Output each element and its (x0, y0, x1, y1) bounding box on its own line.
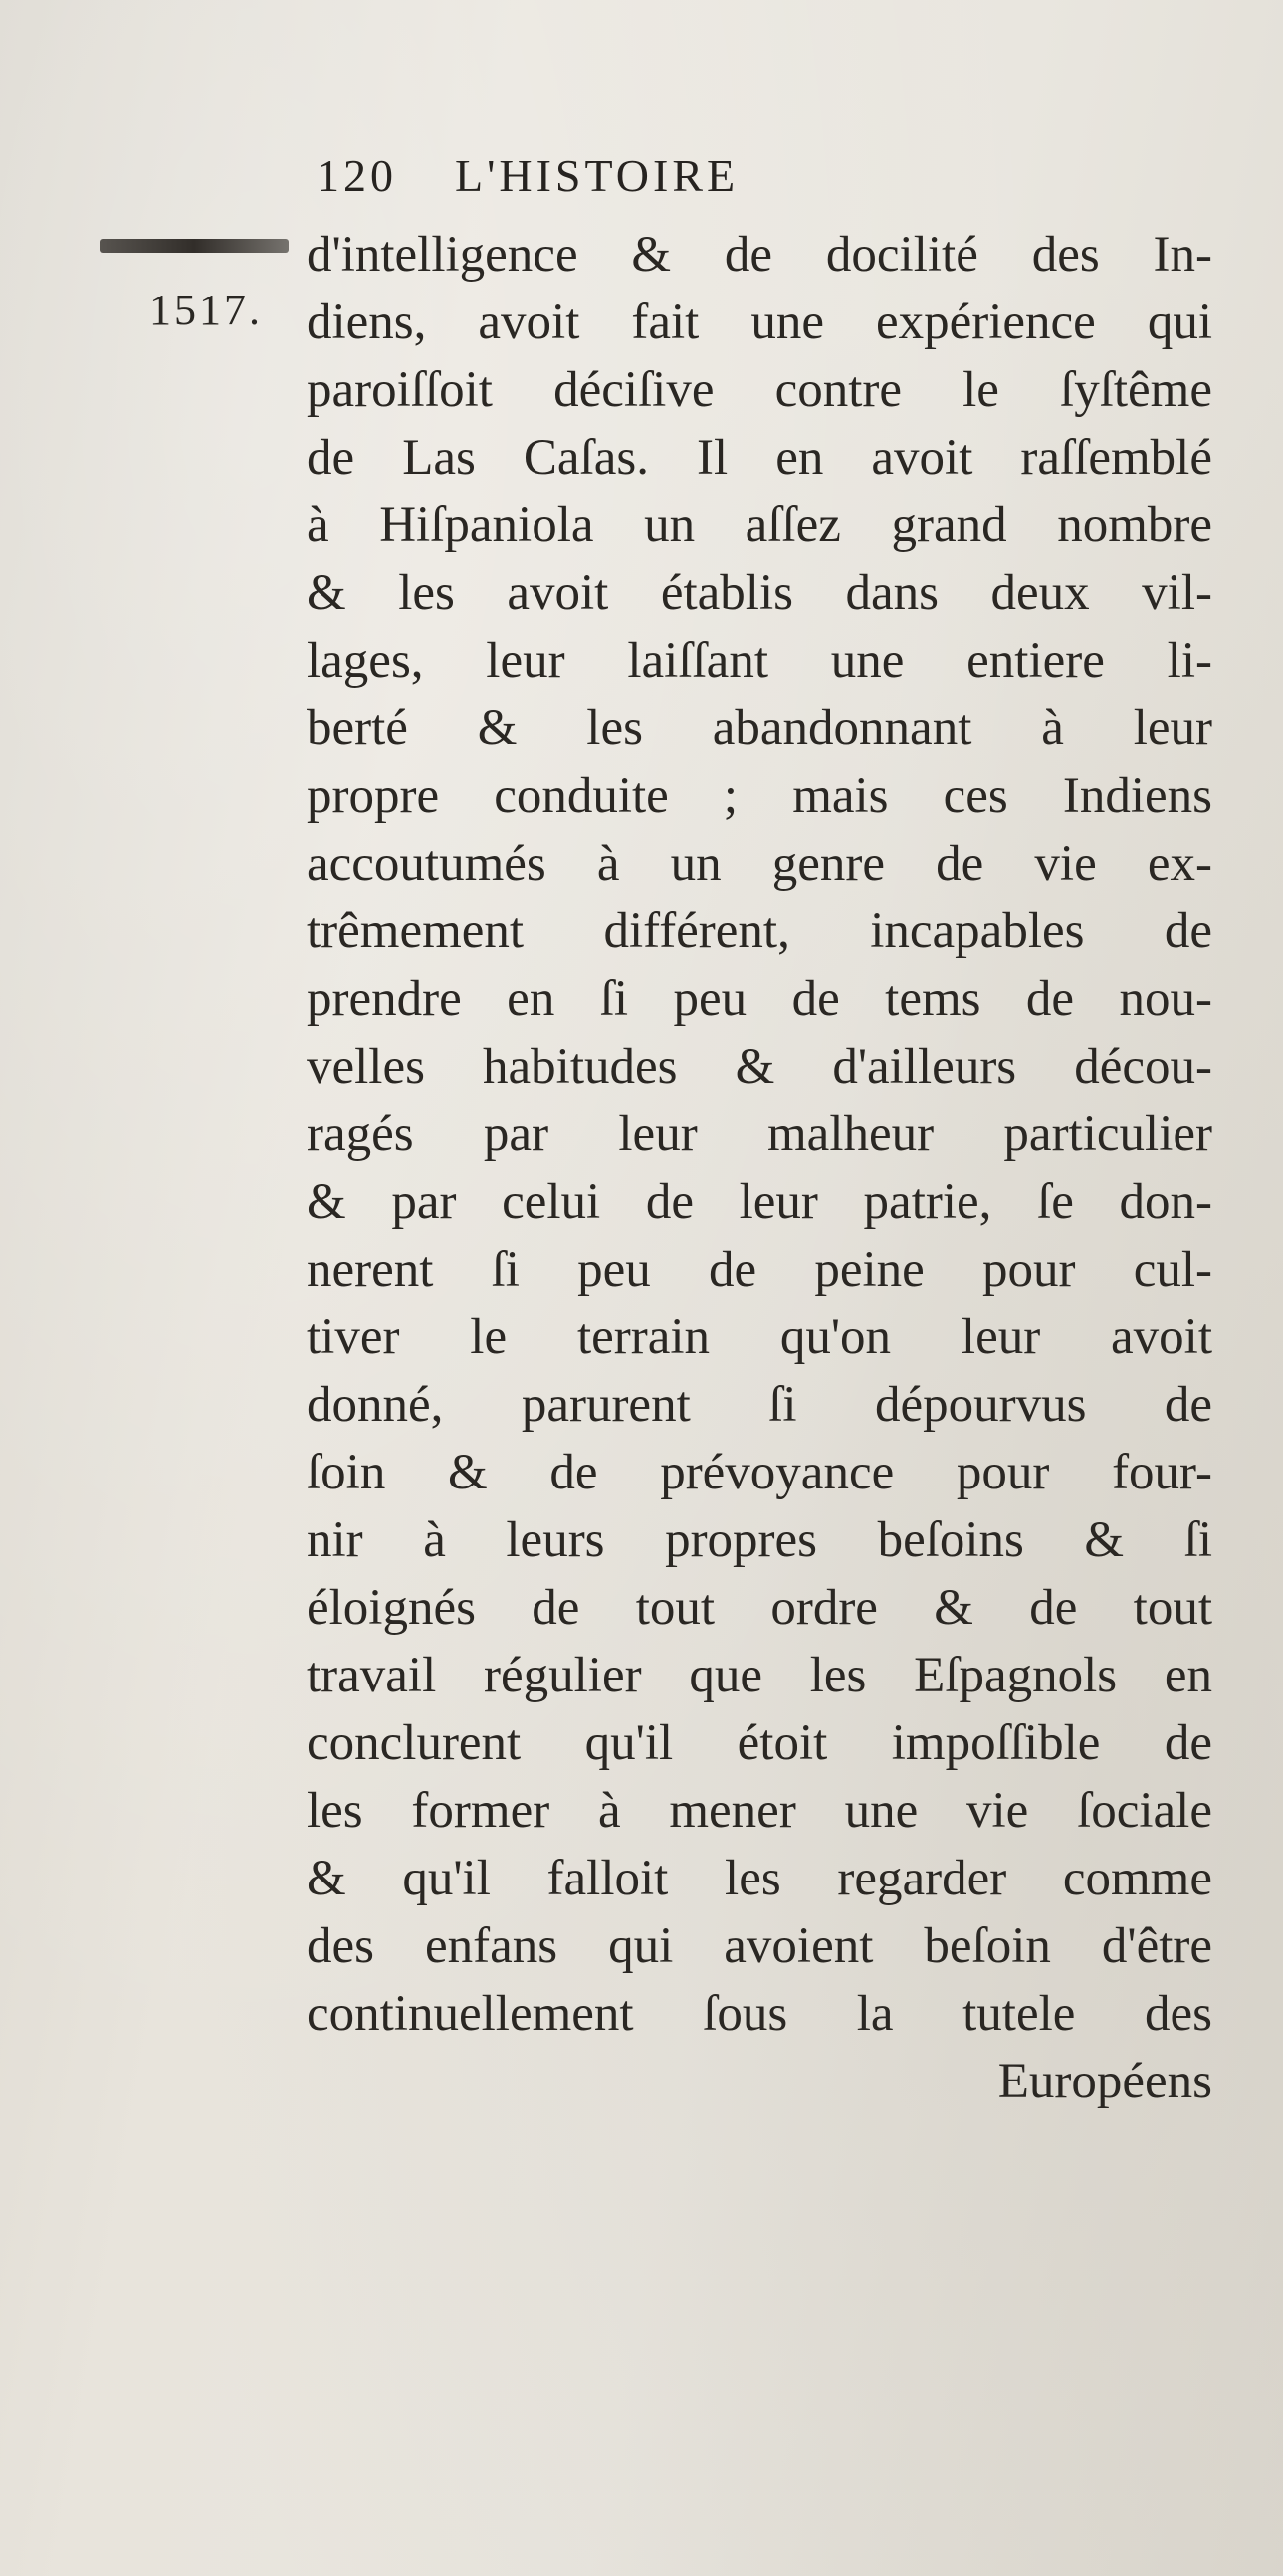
text-line: accoutumés à un genre de vie ex- (307, 836, 1212, 892)
page-number: 120 (317, 150, 397, 201)
text-line: & les avoit établis dans deux vil- (307, 565, 1212, 621)
text-line: velles habitudes & d'ailleurs décou- (307, 1039, 1212, 1094)
text-line: conclurent qu'il étoit impoſſible de (307, 1715, 1212, 1771)
text-line: travail régulier que les Eſpagnols en (307, 1648, 1212, 1703)
text-line: trêmement différent, incapables de (307, 903, 1212, 959)
margin-rule (100, 239, 289, 253)
text-line: berté & les abandonnant à leur (307, 700, 1212, 756)
text-line: prendre en ſi peu de tems de nou- (307, 971, 1212, 1027)
text-line: des enfans qui avoient beſoin d'être (307, 1918, 1212, 1974)
margin-year-note: 1517. (149, 286, 263, 334)
text-line: & par celui de leur patrie, ſe don- (307, 1174, 1212, 1230)
text-line: donné, parurent ſi dépourvus de (307, 1377, 1212, 1433)
running-header (317, 149, 739, 202)
text-line: à Hiſpaniola un aſſez grand nombre (307, 497, 1212, 553)
text-line: nerent ſi peu de peine pour cul- (307, 1242, 1212, 1297)
text-line: diens, avoit fait une expérience qui (307, 295, 1212, 350)
text-line: tiver le terrain qu'on leur avoit (307, 1309, 1212, 1365)
text-line: les former à mener une vie ſociale (307, 1783, 1212, 1839)
text-line: nir à leurs propres beſoins & ſi (307, 1512, 1212, 1568)
text-line: lages, leur laiſſant une entiere li- (307, 633, 1212, 689)
running-title: L'HISTOIRE (455, 150, 740, 201)
text-line: ragés par leur malheur particulier (307, 1106, 1212, 1162)
text-line: propre conduite ; mais ces Indiens (307, 768, 1212, 824)
body-text (307, 221, 1212, 2115)
text-line: & qu'il falloit les regarder comme (307, 1851, 1212, 1906)
text-line: paroiſſoit déciſive contre le ſyſtême (307, 362, 1212, 418)
text-line: ſoin & de prévoyance pour four- (307, 1445, 1212, 1500)
text-line: de Las Caſas. Il en avoit raſſemblé (307, 430, 1212, 486)
catchword: Européens (997, 2054, 1212, 2109)
text-line: éloignés de tout ordre & de tout (307, 1580, 1212, 1636)
text-line: continuellement ſous la tutele des (307, 1986, 1212, 2042)
text-line: d'intelligence & de docilité des In- (307, 227, 1212, 283)
